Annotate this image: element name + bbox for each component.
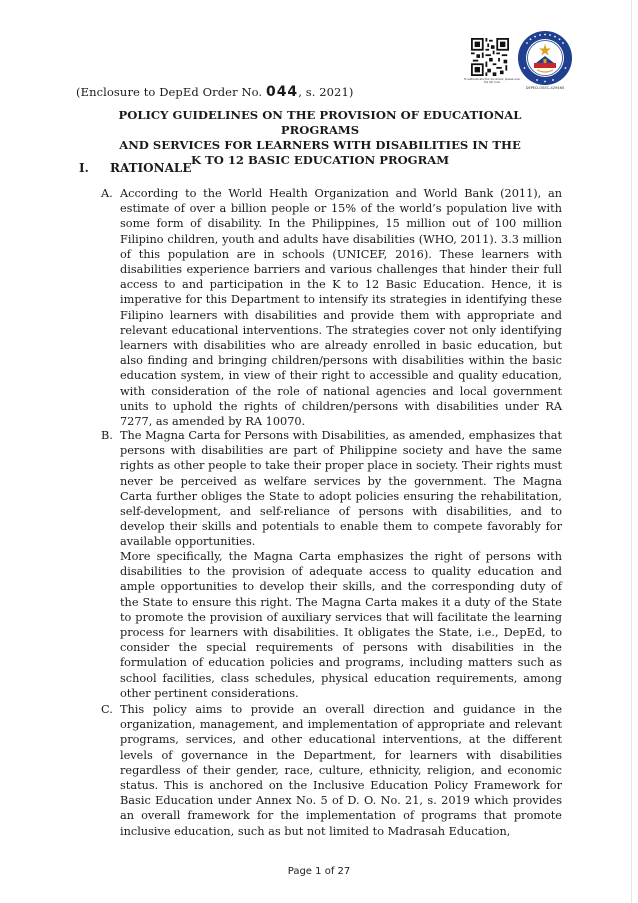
item-label-c: C.	[101, 703, 113, 716]
order-number: 044	[265, 84, 299, 100]
document-title	[80, 108, 560, 168]
section-number: I.	[79, 161, 89, 175]
page-edge-line	[631, 0, 632, 903]
page-footer	[0, 866, 638, 877]
paragraph-b-continuation: More specifically, the Magna Carta emphasizes the right of persons with disabilities to the provision of adequate access to quality education and ample opportunities to develop their skills, and the corresponding duty of the State to ensure this right. The Magna Carta makes it a duty of the State to promote the provision of auxiliary services that will facilitate the learning process for learners with disabilities. It obligates the State, i.e., DepEd, to consider the special requirements of persons with disabilities in the formulation of education policies and programs, including matters such as school facilities, class schedules, physical education requirements, among other pertinent considerations.	[120, 550, 562, 700]
page-label: Page	[287, 866, 312, 877]
page-current: 1	[315, 866, 322, 877]
paragraph-b: The Magna Carta for Persons with Disabilities, as amended, emphasizes that persons with disabilities are part of Philippine society and have the same rights as other people to take their proper place in society. Their rights must never be perceived as welfare services by the government. The Magna Carta further obliges the State to adopt policies ensuring the rehabilitation, self-development, and self-reliance of persons with disabilities, and to develop their skills and potentials to enable them to compete favorably for available opportunities.	[120, 429, 562, 549]
paragraph-a: According to the World Health Organization and World Bank (2011), an estimate of over a billion people or 15% of the world’s population live with some form of disability. In the Philippines, 15 million out of 100 million Filipino children, youth and adults have disabilities (WHO, 2011). 3.3 million of this population are in schools (UNICEF, 2016). These learners with disabilities experience barriers and various challenges that hinder their full access to and participation in the K to 12 Basic Education. Hence, it is imperative for this Department to intensify its strategies in identifying these Filipino learners with disabilities and provide them with appropriate and relevant educational interventions. The strategies cover not only identifying learners with disabilities who are already enrolled in basic education, but also finding and bringing children/persons with disabilities within the basic education system, in view of their right to accessible and quality education, with consideration of the role of national agencies and local government units to uphold the rights of children/persons with disabilities under RA 7277, as amended by RA 10070.	[120, 187, 562, 429]
title-line-1: POLICY GUIDELINES ON THE PROVISION OF EDUCATIONAL PROGRAMS	[118, 108, 522, 137]
item-label-b: B.	[101, 429, 113, 442]
section-heading	[79, 161, 192, 175]
qr-code-icon	[471, 38, 509, 76]
item-label-a: A.	[101, 187, 113, 200]
page-total: 27	[337, 866, 351, 877]
title-line-3: K TO 12 BASIC EDUCATION PROGRAM	[190, 153, 450, 167]
title-line-2: AND SERVICES FOR LEARNERS WITH DISABILITIES IN THE	[119, 138, 521, 152]
seal-document-id: DEPED-OSEC-429465	[525, 86, 565, 90]
enclosure-prefix: (Enclosure to DepEd Order No.	[76, 85, 263, 99]
paragraph-c: This policy aims to provide an overall direction and guidance in the organization, management, and implementation of appropriate and relevant programs, services, and other educational interventions, at the different levels of governance in the Department, for learners with disabilities regardless of their gender, race, culture, ethnicity, religion, and economic status. This is anchored on the Inclusive Education Policy Framework for Basic Education under Annex No. 5 of D. O. No. 21, s. 2019 which provides an overall framework for the implementation of programs that promote inclusive education, such as but not limited to Madrasah Education,	[120, 703, 562, 838]
enclosure-line	[76, 84, 353, 100]
page-of: of	[324, 866, 335, 877]
deped-seal-icon	[517, 30, 573, 86]
section-title: RATIONALE	[110, 161, 192, 175]
qr-caption: To authenticate this document, please scan the QR code	[463, 78, 521, 85]
enclosure-suffix: , s. 2021)	[298, 85, 354, 99]
